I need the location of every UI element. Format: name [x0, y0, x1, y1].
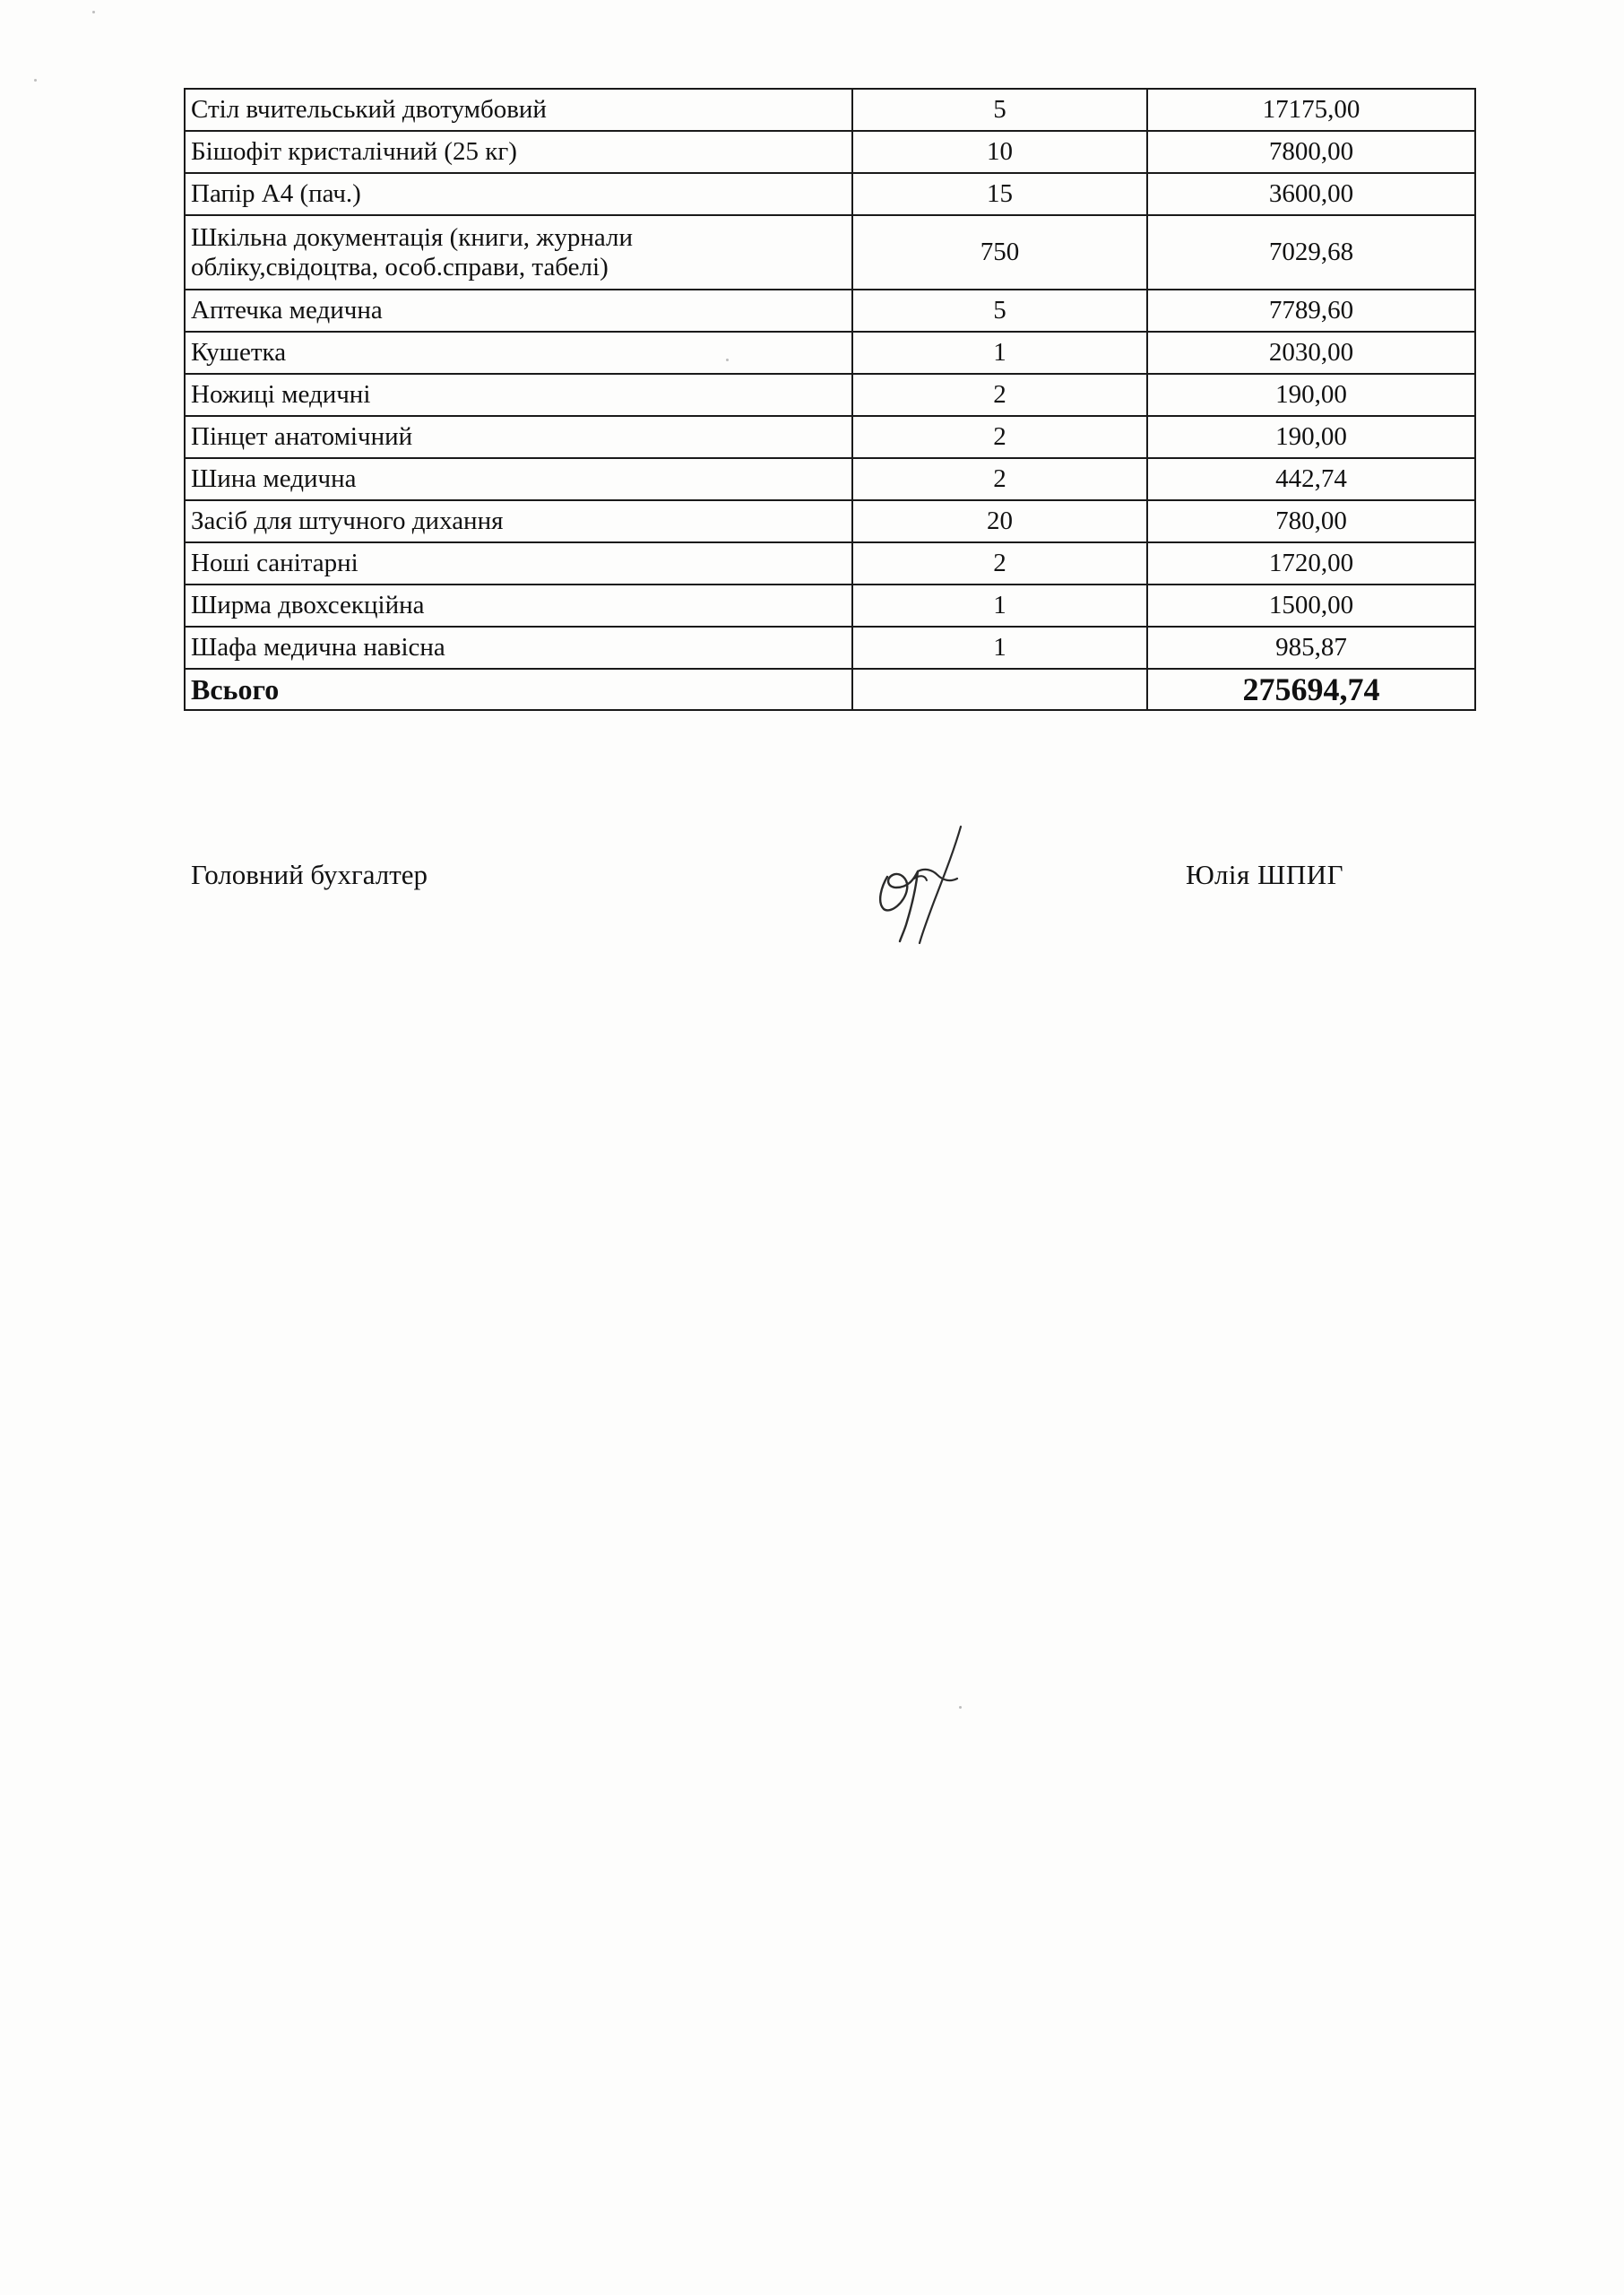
item-name-line: обліку,свідоцтва, особ.справи, табелі)	[191, 252, 609, 281]
scan-speck	[959, 1706, 962, 1709]
handwritten-signature-icon	[860, 816, 986, 950]
item-sum: 190,00	[1147, 416, 1475, 458]
item-name: Засіб для штучного дихання	[185, 500, 852, 542]
item-sum: 442,74	[1147, 458, 1475, 500]
item-name	[185, 215, 852, 290]
total-label: Всього	[185, 669, 852, 710]
item-name: Аптечка медична	[185, 290, 852, 332]
item-sum: 190,00	[1147, 374, 1475, 416]
table-row	[185, 416, 1475, 458]
item-sum: 7800,00	[1147, 131, 1475, 173]
item-sum: 780,00	[1147, 500, 1475, 542]
scan-speck	[34, 79, 37, 82]
chief-accountant-label: Головний бухгалтер	[191, 859, 428, 890]
item-sum: 3600,00	[1147, 173, 1475, 215]
item-quantity: 1	[852, 332, 1147, 374]
item-quantity: 5	[852, 290, 1147, 332]
item-sum: 7029,68	[1147, 215, 1475, 290]
item-sum: 1500,00	[1147, 585, 1475, 627]
item-quantity: 5	[852, 89, 1147, 131]
item-sum: 17175,00	[1147, 89, 1475, 131]
item-name: Ноші санітарні	[185, 542, 852, 585]
table-row	[185, 542, 1475, 585]
item-quantity: 20	[852, 500, 1147, 542]
item-sum: 1720,00	[1147, 542, 1475, 585]
table-row	[185, 374, 1475, 416]
total-sum: 275694,74	[1147, 669, 1475, 710]
table-row	[185, 173, 1475, 215]
table-row	[185, 332, 1475, 374]
table-row	[185, 215, 1475, 290]
item-sum: 7789,60	[1147, 290, 1475, 332]
table-row	[185, 458, 1475, 500]
item-name-line: Шкільна документація (книги, журнали	[191, 222, 633, 252]
item-name: Ширма двохсекційна	[185, 585, 852, 627]
table-row	[185, 290, 1475, 332]
item-quantity: 2	[852, 458, 1147, 500]
item-name: Шина медична	[185, 458, 852, 500]
total-row	[185, 669, 1475, 710]
item-name: Кушетка	[185, 332, 852, 374]
item-quantity: 2	[852, 374, 1147, 416]
item-quantity: 750	[852, 215, 1147, 290]
item-quantity: 15	[852, 173, 1147, 215]
table-row	[185, 131, 1475, 173]
item-quantity: 2	[852, 542, 1147, 585]
scan-speck	[92, 11, 95, 13]
item-quantity: 1	[852, 585, 1147, 627]
table-row	[185, 500, 1475, 542]
table-row	[185, 627, 1475, 669]
item-name: Шафа медична навісна	[185, 627, 852, 669]
items-table	[184, 88, 1476, 711]
table-row	[185, 585, 1475, 627]
item-quantity: 2	[852, 416, 1147, 458]
item-name: Пінцет анатомічний	[185, 416, 852, 458]
signer-name: Юлія ШПИГ	[1186, 859, 1344, 890]
item-name: Ножиці медичні	[185, 374, 852, 416]
item-sum: 2030,00	[1147, 332, 1475, 374]
table-row	[185, 89, 1475, 131]
item-quantity: 1	[852, 627, 1147, 669]
total-quantity	[852, 669, 1147, 710]
item-name: Бішофіт кристалічний (25 кг)	[185, 131, 852, 173]
item-quantity: 10	[852, 131, 1147, 173]
item-name: Стіл вчительський двотумбовий	[185, 89, 852, 131]
item-sum: 985,87	[1147, 627, 1475, 669]
item-name: Папір А4 (пач.)	[185, 173, 852, 215]
